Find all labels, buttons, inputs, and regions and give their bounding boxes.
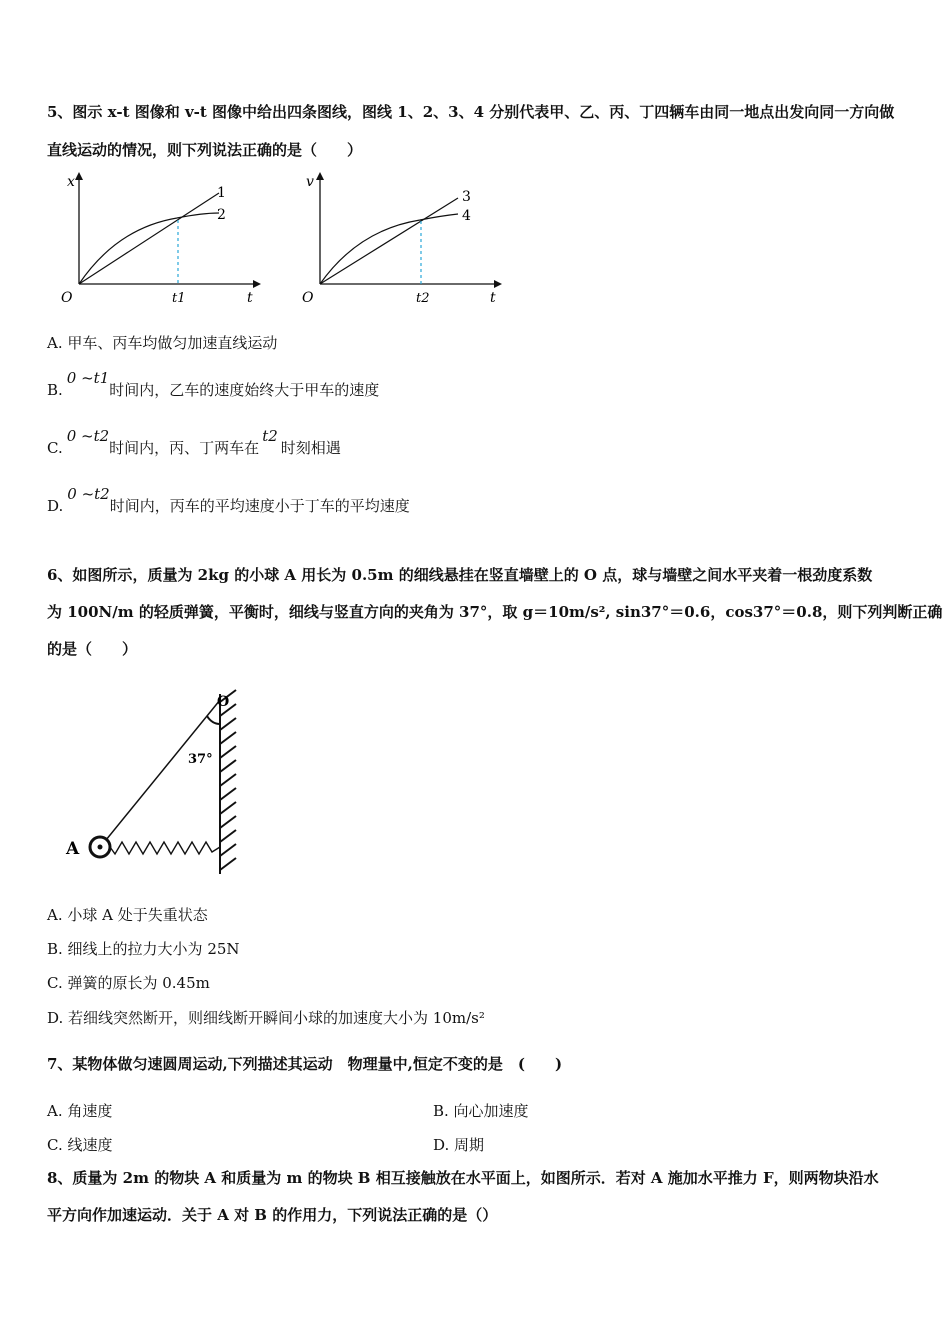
q5-xt-origin: O [61, 290, 73, 306]
q5-option-d: D.0 ~t2时间内，丙车的平均速度小于丁车的平均速度 [47, 485, 410, 515]
q5-xt-line1-label: 1 [217, 185, 226, 201]
q7-option-a: A. 角速度 [47, 1102, 113, 1120]
q7-option-b: B. 向心加速度 [433, 1102, 529, 1120]
q5-stem-line2: 直线运动的情况，则下列说法正确的是（ ） [47, 141, 363, 159]
q5-vt-ylabel: v [306, 174, 314, 190]
q7-option-d: D. 周期 [433, 1136, 485, 1154]
q6-option-b: B. 细线上的拉力大小为 25N [47, 940, 240, 958]
q6-ball-label: A [66, 839, 80, 859]
q6-option-a: A. 小球 A 处于失重状态 [47, 906, 208, 924]
q5-vt-xlabel: t [490, 290, 496, 306]
q6-option-d: D. 若细线突然断开，则细线断开瞬间小球的加速度大小为 10m/s² [47, 1009, 485, 1027]
q7-stem: 7、某物体做匀速圆周运动,下列描述其运动 物理量中,恒定不变的是 ( ) [47, 1055, 563, 1073]
q5-vt-origin: O [302, 290, 314, 306]
q5-stem-line1: 5、图示 x-t 图像和 v-t 图像中给出四条图线，图线 1、2、3、4 分别代表甲、乙、丙、丁四辆车由同一地点出发向同一方向做 [47, 103, 895, 121]
q5-graph-xt [47, 168, 267, 308]
q5-option-b: B.0 ~t1时间内，乙车的速度始终大于甲车的速度 [47, 369, 380, 399]
q5-vt-line4-label: 4 [462, 208, 471, 224]
q5-xt-ylabel: x [67, 174, 75, 190]
q6-stem-line3: 的是（ ） [47, 640, 138, 658]
q8-stem-line2: 平方向作加速运动．关于 A 对 B 的作用力，下列说法正确的是（） [47, 1206, 498, 1224]
q5-option-c: C.0 ~t2时间内，丙、丁两车在t2时刻相遇 [47, 427, 341, 457]
q7-option-c: C. 线速度 [47, 1136, 113, 1154]
q5-vt-tick: t2 [416, 291, 430, 306]
q6-stem-line2: 为 100N/m 的轻质弹簧，平衡时，细线与竖直方向的夹角为 37°，取 g＝10m/s², sin37°＝0.6，cos37°＝0.8，则下列判断正确 [47, 603, 943, 621]
q5-graph-vt [290, 168, 510, 308]
q5-option-a: A. 甲车、丙车均做匀加速直线运动 [47, 334, 278, 352]
q5-vt-line3-label: 3 [462, 189, 471, 205]
q5-xt-xlabel: t [247, 290, 253, 306]
q6-angle-label: 37° [188, 752, 213, 767]
q6-figure [60, 684, 260, 884]
q6-option-c: C. 弹簧的原长为 0.45m [47, 974, 210, 992]
q5-xt-line2-label: 2 [217, 207, 226, 223]
q8-stem-line1: 8、质量为 2m 的物块 A 和质量为 m 的物块 B 相互接触放在水平面上，如图所示．若对 A 施加水平推力 F，则两物块沿水 [47, 1169, 879, 1187]
q6-stem-line1: 6、如图所示，质量为 2kg 的小球 A 用长为 0.5m 的细线悬挂在竖直墙壁上的 O 点，球与墙壁之间水平夹着一根劲度系数 [47, 566, 873, 584]
q6-point-o-label: O [217, 694, 230, 710]
q5-xt-tick: t1 [172, 291, 186, 306]
